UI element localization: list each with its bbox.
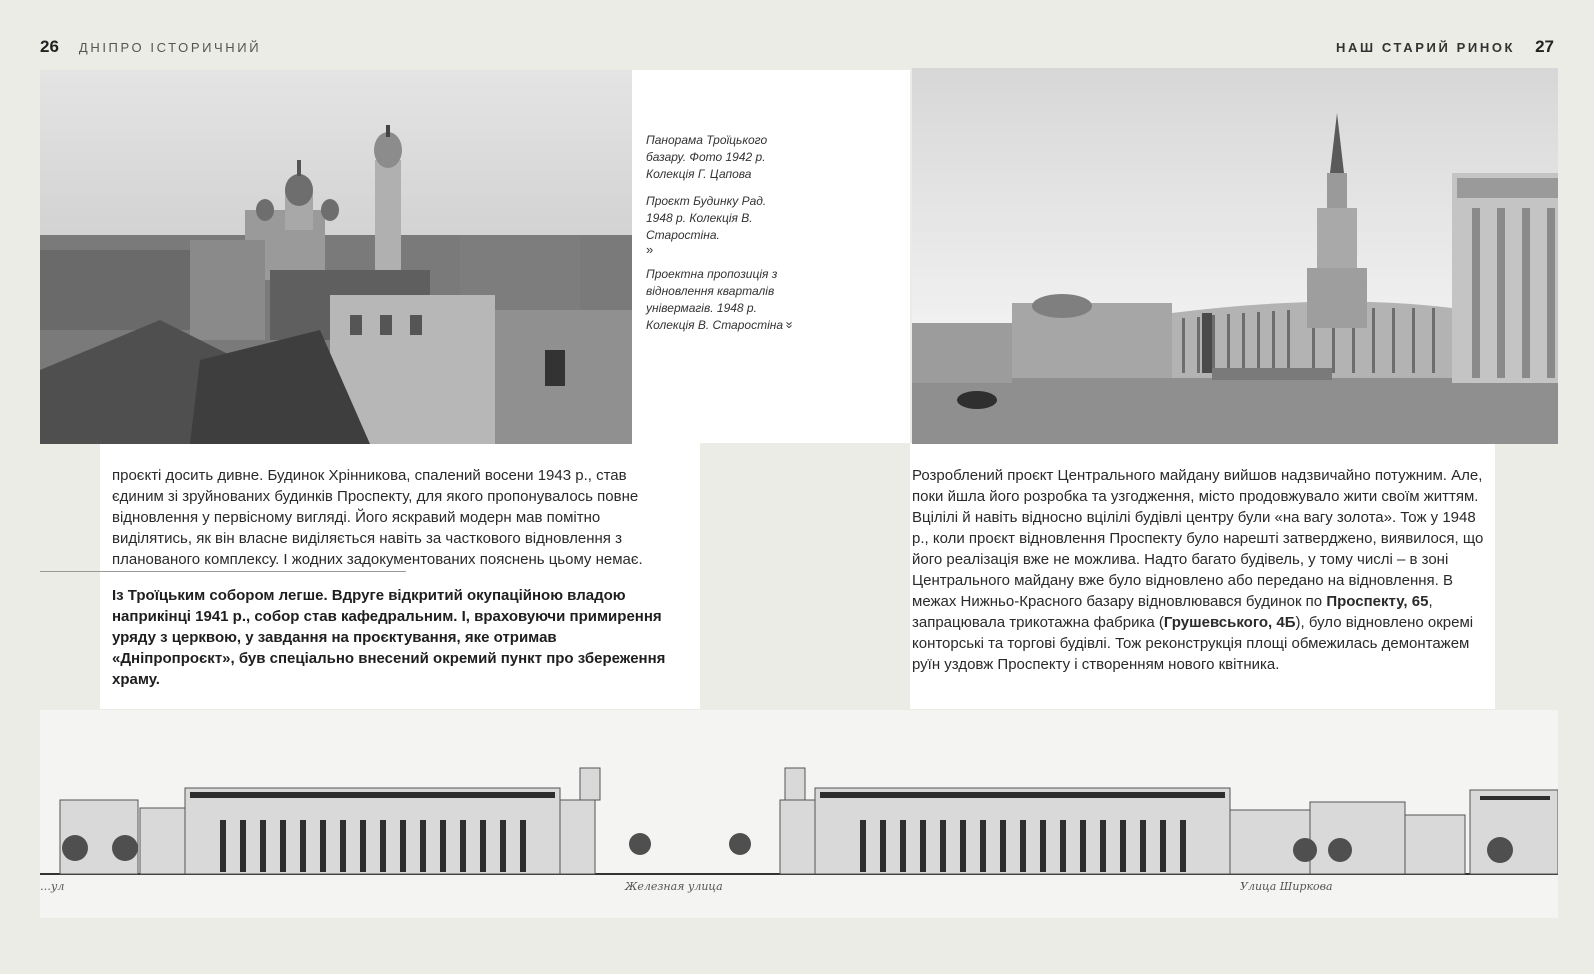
house-of-soviets-drawing	[912, 68, 1558, 444]
photo-captions	[646, 132, 796, 344]
address-hrushevskoho-4b: Грушевського, 4Б	[1163, 614, 1296, 631]
street-label-shirkova: Улица Ширкова	[1240, 880, 1333, 893]
right-text-part-2: , запрацювала трикотажна фабрика (	[912, 593, 1433, 631]
left-column-text	[112, 465, 677, 570]
caption-text: Проектна пропозиція з відновлення кварталів універмагів. 1948 р. Колекція В. Старостіна	[646, 267, 784, 332]
left-paragraph: проєкті досить дивне. Будинок Хрінникова, спалений восени 1943 р., став єдиним зі зруйнованих будинків Проспекту, для якого пропонувалось повне відновлення у первісному вигляді. Його яскравий модерн мав помітно виділятись, як він власне виділяється навіть за часткового відновлення з планованого комплексу. І жодних задокументованих пояснень цьому немає.	[112, 467, 643, 568]
caption-text: Панорама Троїцького базару. Фото 1942 р. Колекція Г. Цапова	[646, 133, 768, 181]
section-divider	[40, 571, 406, 572]
right-column-text	[912, 465, 1484, 675]
caption-department-stores	[646, 266, 796, 334]
right-text-part-3: ), було відновлено окремі конторські та торгові будівлі. Тож реконструкція площі обмежилась демонтажем руїн уздовж Проспекту і створенням нового квітника.	[912, 614, 1474, 673]
right-page-header	[1336, 37, 1554, 57]
left-page-header	[40, 37, 261, 57]
left-running-head: ДНІПРО ІСТОРИЧНИЙ	[78, 39, 262, 55]
department-stores-elevation-drawing	[40, 710, 1558, 918]
right-page-number: 27	[1535, 37, 1554, 56]
caption-text: Проєкт Будинку Рад. 1948 р. Колекція В. Старостіна.	[646, 194, 767, 242]
right-running-head: НАШ СТАРИЙ РИНОК	[1336, 39, 1516, 55]
arrow-down-icon: »	[782, 321, 798, 329]
left-page-number: 26	[40, 37, 59, 56]
lead-paragraph: Із Троїцьким собором легше. Вдруге відкритий окупаційною владою наприкінці 1941 р., собор став кафедральним. І, враховуючи примирення уряду з церквою, у завдання на проєктування, яке отримав «Дніпропроєкт», був спеціально внесений окремий пункт про збереження храму.	[112, 587, 666, 688]
street-label-zheleznaya: Железная улица	[625, 880, 723, 893]
street-label-left: …ул	[40, 880, 65, 893]
bazaar-panorama-photo	[40, 70, 632, 444]
right-text-part-1: Розроблений проєкт Центрального майдану вийшов надзвичайно потужним. Але, поки йшла його розробка та узгодження, місто продовжувало жити своїм життям. Вцілілі й навіть відносно вцілілі будівлі центру були «на вагу золота». Тож у 1948 р., коли проєкт відновлення Проспекту було нарешті затверджено, виявилося, що його реалізація вже не можлива. Надто багато будівель, у тому числі – в зоні Центрального майдану вже було відновлено або передано на відновлення. В межах Нижньо-Красного базару відновлювався будинок по	[912, 467, 1484, 610]
right-paragraph	[912, 465, 1484, 675]
caption-house-of-soviets	[646, 193, 796, 256]
left-lead-text	[112, 585, 672, 690]
arrow-right-icon: »	[646, 242, 654, 257]
address-prospektu-65: Проспекту, 65	[1326, 593, 1429, 610]
caption-bazaar-panorama	[646, 132, 796, 183]
